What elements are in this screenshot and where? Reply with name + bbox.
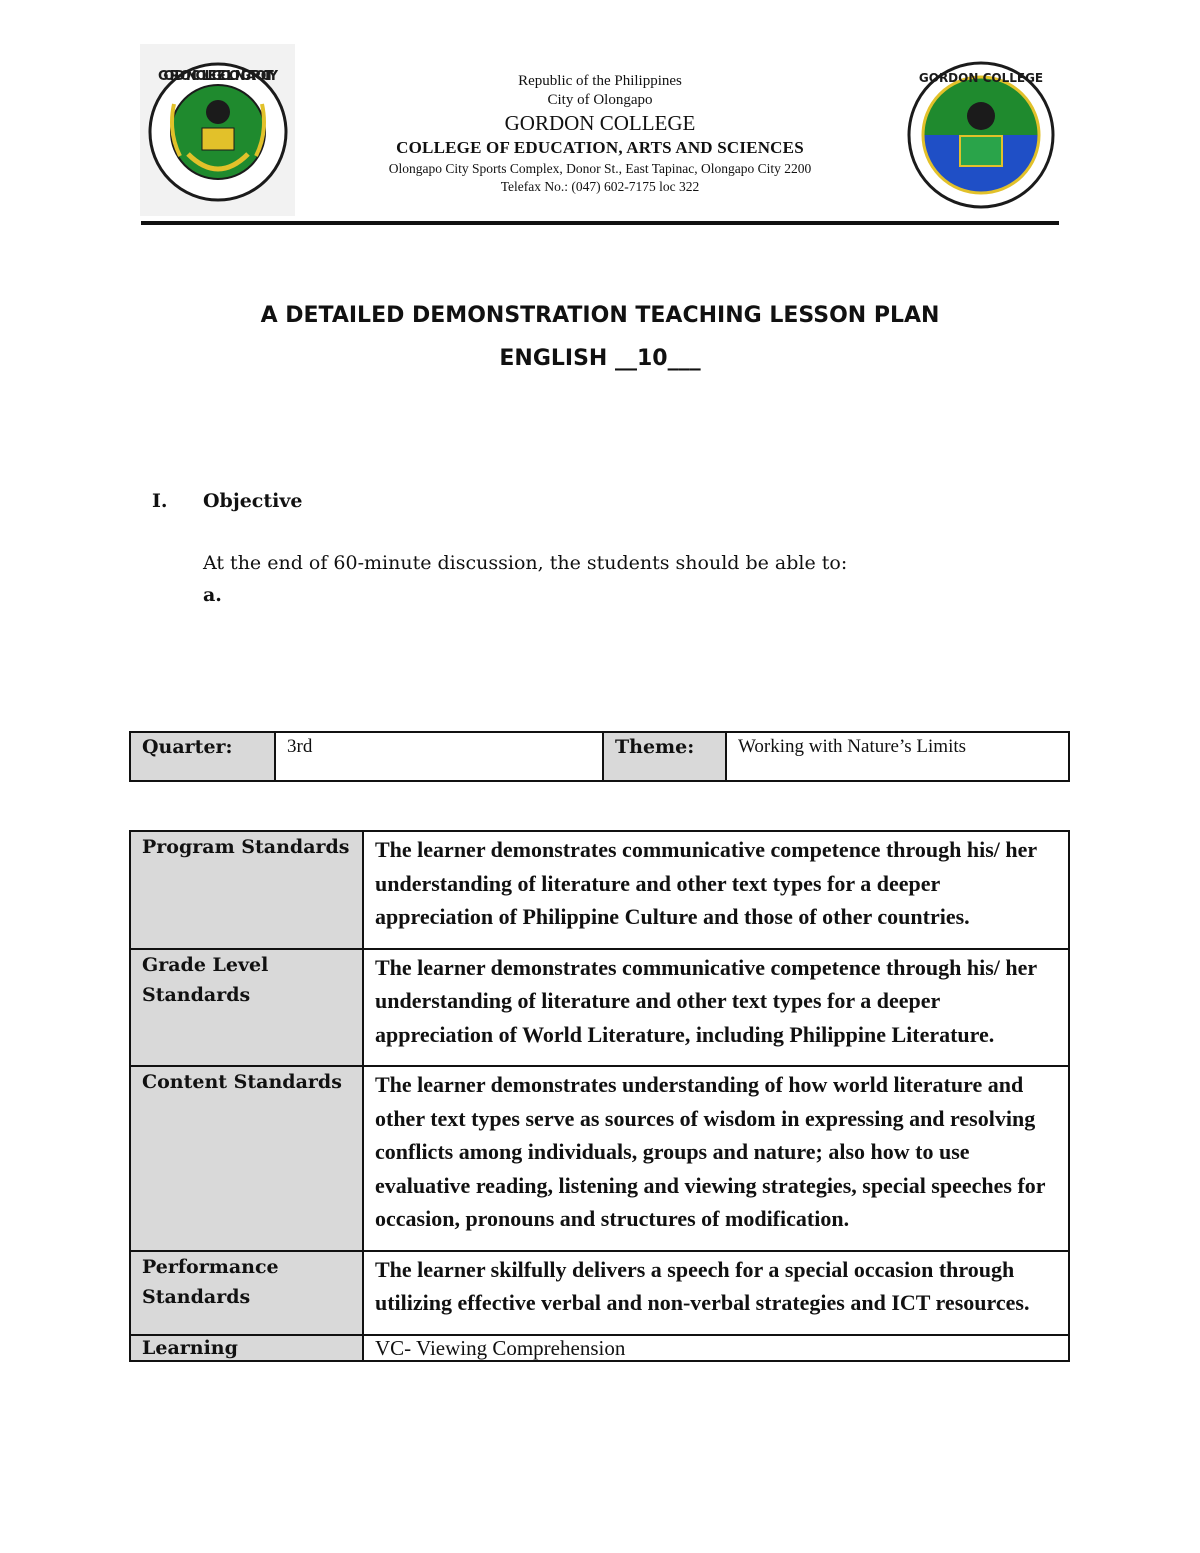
college-name: GORDON COLLEGE bbox=[504, 111, 696, 135]
standard-label: Grade Level Standards bbox=[130, 949, 363, 1067]
lesson-plan-subject: ENGLISH __10___ bbox=[499, 346, 701, 371]
seal-right-text: GORDON COLLEGE bbox=[918, 71, 1044, 85]
quarter-value: 3rd bbox=[275, 732, 603, 781]
standard-text: VC- Viewing Comprehension bbox=[363, 1335, 1069, 1361]
republic-line: Republic of the Philippines bbox=[518, 73, 682, 89]
objective-intro: At the end of 60-minute discussion, the students should be able to: bbox=[203, 552, 848, 574]
table-row bbox=[130, 1335, 1069, 1361]
theme-label: Theme: bbox=[603, 732, 726, 781]
table-row bbox=[130, 831, 1069, 949]
objective-number: I. bbox=[152, 490, 168, 512]
objective-item: a. bbox=[203, 584, 222, 606]
quarter-theme-table bbox=[129, 731, 1070, 782]
letterhead bbox=[300, 72, 900, 196]
gordon-college-seal-left bbox=[140, 44, 295, 216]
standard-label: Program Standards bbox=[130, 831, 363, 949]
table-row bbox=[130, 949, 1069, 1067]
seal-left-text: GORDON COLLEGE OLONGAPO CITY bbox=[158, 69, 278, 84]
table-row bbox=[130, 1251, 1069, 1335]
standard-text: The learner demonstrates understanding of how world literature and other text types serve as sources of wisdom in expressing and resolving conflicts among individuals, groups and nature; also how to use evaluative reading, listening and viewing strategies, special speeches for occasion, pronouns and structures of modification. bbox=[363, 1066, 1069, 1251]
standard-text: The learner skilfully delivers a speech for a special occasion through utilizing effective verbal and non-verbal strategies and ICT resources. bbox=[363, 1251, 1069, 1335]
city-line: City of Olongapo bbox=[547, 92, 653, 108]
objective-heading: Objective bbox=[203, 490, 303, 512]
standard-label: Performance Standards bbox=[130, 1251, 363, 1335]
theme-value: Working with Nature’s Limits bbox=[726, 732, 1069, 781]
gordon-college-seal-right bbox=[905, 60, 1057, 210]
standard-label: Learning bbox=[130, 1335, 363, 1361]
department-name: COLLEGE OF EDUCATION, ARTS AND SCIENCES bbox=[396, 138, 804, 157]
standard-label: Content Standards bbox=[130, 1066, 363, 1251]
telefax-line: Telefax No.: (047) 602-7175 loc 322 bbox=[500, 179, 700, 194]
header-divider bbox=[141, 221, 1059, 225]
lesson-plan-title: A DETAILED DEMONSTRATION TEACHING LESSON PLAN bbox=[260, 303, 940, 328]
quarter-label: Quarter: bbox=[130, 732, 275, 781]
standards-table bbox=[129, 830, 1070, 1362]
table-row bbox=[130, 1066, 1069, 1251]
standard-text: The learner demonstrates communicative competence through his/ her understanding of literature and other text types for a deeper appreciation of World Literature, including Philippine Literature. bbox=[363, 949, 1069, 1067]
standard-text: The learner demonstrates communicative competence through his/ her understanding of literature and other text types for a deeper appreciation of Philippine Culture and those of other countries. bbox=[363, 831, 1069, 949]
address-line: Olongapo City Sports Complex, Donor St., East Tapinac, Olongapo City 2200 bbox=[388, 161, 812, 176]
